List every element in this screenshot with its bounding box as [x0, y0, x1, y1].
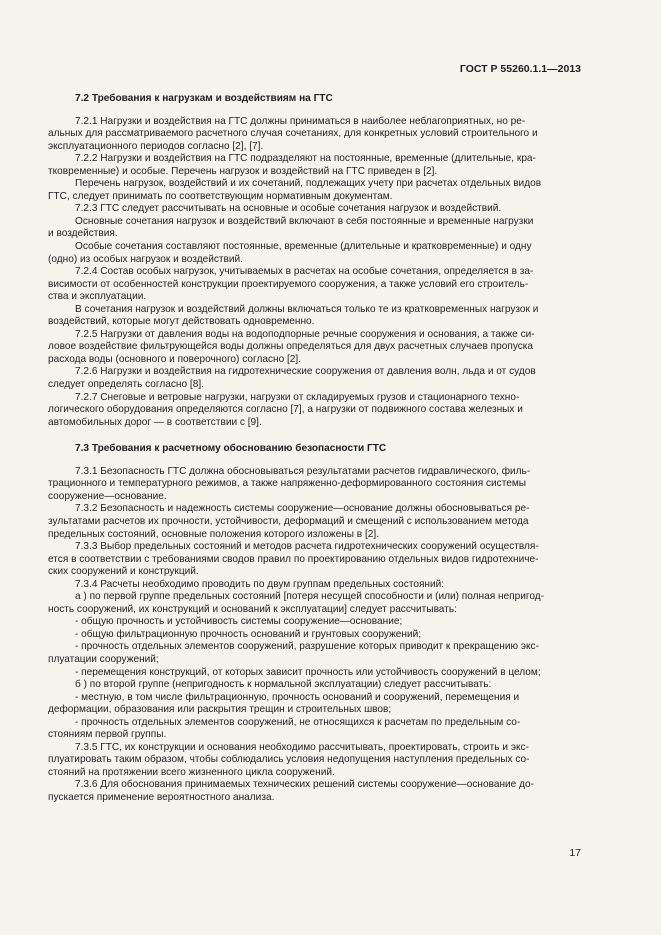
list-item: - местную, в том числе фильтрационную, прочность оснований и сооружений, перемещения и деформации, образования или раскрытия трещин и строительных швов; [48, 691, 520, 716]
paragraph-7-3-6: 7.3.6 Для обоснования принимаемых технических решений системы сооружение—основание до- пускается применение вероятностного анализа. [48, 779, 534, 803]
paragraph-7-3-2: 7.3.2 Безопасность и надежность системы сооружение—основание должны обосновываться ре- зультатами расчетов их прочности, устойчивости, деформаций и смещений с использованием метода предельных состояний, основные положения которого изложены в [2]. [48, 503, 530, 540]
paragraph-7-3-1: 7.3.1 Безопасность ГТС должна обосновываться результатами расчетов гидравлического, филь- трационного и температурного режимов, а также напряженно-деформированного состояния системы сооружение—основание. [48, 465, 531, 502]
section-title-7-3: 7.3 Требования к расчетному обоснованию безопасности ГТС [75, 443, 387, 455]
paragraph-short-term-loads: В сочетания нагрузок и воздействий должны включаться только те из кратковременных нагрузок и воздействий, которые могут действовать одновременно. [48, 303, 539, 328]
page-content [48, 88, 578, 805]
paragraph-7-2-4: 7.2.4 Состав особых нагрузок, учитываемых в расчетах на особые сочетания, определяется в за- висимости от особенностей конструкции проектируемого сооружения, а также условий его строитель- ства и эксплуатации. [48, 266, 534, 303]
paragraph-7-3-3: 7.3.3 Выбор предельных состояний и методов расчета гидротехнических сооружений осуществля- ется в соответствии с требованиями сводов правил по проектированию отдельных видов гидротехниче- ских сооружений и конструкций. [48, 541, 539, 578]
list-item: - перемещения конструкций, от которых зависит прочность или устойчивость сооружений в целом; [75, 666, 541, 678]
paragraph-7-2-2: 7.2.2 Нагрузки и воздействия на ГТС подразделяют на постоянные, временные (длительные, кра- тковременные) и особые. Перечень нагрузок и воздействий на ГТС приведен в [2]. [48, 153, 536, 177]
paragraph-7-2-6: 7.2.6 Нагрузки и воздействия на гидротехнические сооружения от давления волн, льда и от судов следует определять согласно [8]. [48, 366, 536, 391]
paragraph-special-combinations: Особые сочетания составляют постоянные, временные (длительные и кратковременные) и одну (одно) из особых нагрузок и воздействий. [48, 241, 532, 265]
standard-code: ГОСТ Р 55260.1.1—2013 [459, 63, 581, 75]
paragraph-7-2-2-list: Перечень нагрузок, воздействий и их сочетаний, подлежащих учету при расчетах отдельных видов ГТС, следует принимать по соответствующим нормативным документам. [48, 178, 542, 202]
paragraph-7-2-3: 7.2.3 ГТС следует рассчитывать на основные и особые сочетания нагрузок и воздействий. [75, 203, 502, 215]
list-item: - общую прочность и устойчивость системы сооружение—основание; [75, 616, 403, 628]
paragraph-basic-combinations: Основные сочетания нагрузок и воздействий включают в себя постоянные и временные нагрузки и воздействия. [48, 215, 534, 240]
section-title-7-2: 7.2 Требования к нагрузкам и воздействиям на ГТС [75, 93, 333, 104]
paragraph-7-2-5: 7.2.5 Нагрузки от давления воды на водоподпорные речные сооружения и основания, а также си- ловое воздействие фильтрующейся воды должны определяться для двух расчетных случаев пропуска расхода воды (основного и поверочного) согласно [2]. [48, 328, 535, 365]
list-group-b: б ) по второй группе (непригодность к нормальной эксплуатации) следует рассчитывать: [75, 679, 492, 691]
paragraph-7-2-7: 7.2.7 Снеговые и ветровые нагрузки, нагрузки от складируемых грузов и стационарного техно- логического оборудования определяются согласно [7], а нагрузки от подвижного состава железных и автомобильных дорог — в соответствии с [9]. [48, 391, 523, 428]
page-number: 17 [569, 847, 581, 859]
paragraph-7-3-4: 7.3.4 Расчеты необходимо проводить по двум группам предельных состояний: [75, 578, 445, 590]
list-item: - прочность отдельных элементов сооружений, разрушение которых приводит к прекращению экс- плуатации сооружений; [48, 641, 539, 665]
list-item: - общую фильтрационную прочность оснований и грунтовых сооружений; [75, 628, 422, 640]
paragraph-7-3-5: 7.3.5 ГТС, их конструкции и основания необходимо рассчитывать, проектировать, строить и экс- плуатировать таким образом, чтобы соблюдались условия недопущения наступления предельных со- стояний на протяжении всего жизненного цикла сооружений. [48, 741, 530, 778]
list-item: - прочность отдельных элементов сооружений, не относящихся к расчетам по предельным со- стояниям первой группы. [48, 716, 521, 741]
paragraph-7-2-1: 7.2.1 Нагрузки и воздействия на ГТС должны приниматься в наиболее неблагоприятных, но ре- альных для рассматриваемого расчетного случая сочетаниях, для конкретных условий строительного и эксплуатационного периодов согласно [2], [7]. [48, 115, 538, 152]
list-group-a: а ) по первой группе предельных состояний [потеря несущей способности и (или) полная непригод- ность сооружений, их конструкций и оснований к эксплуатации] следует рассчитывать: [48, 591, 544, 615]
